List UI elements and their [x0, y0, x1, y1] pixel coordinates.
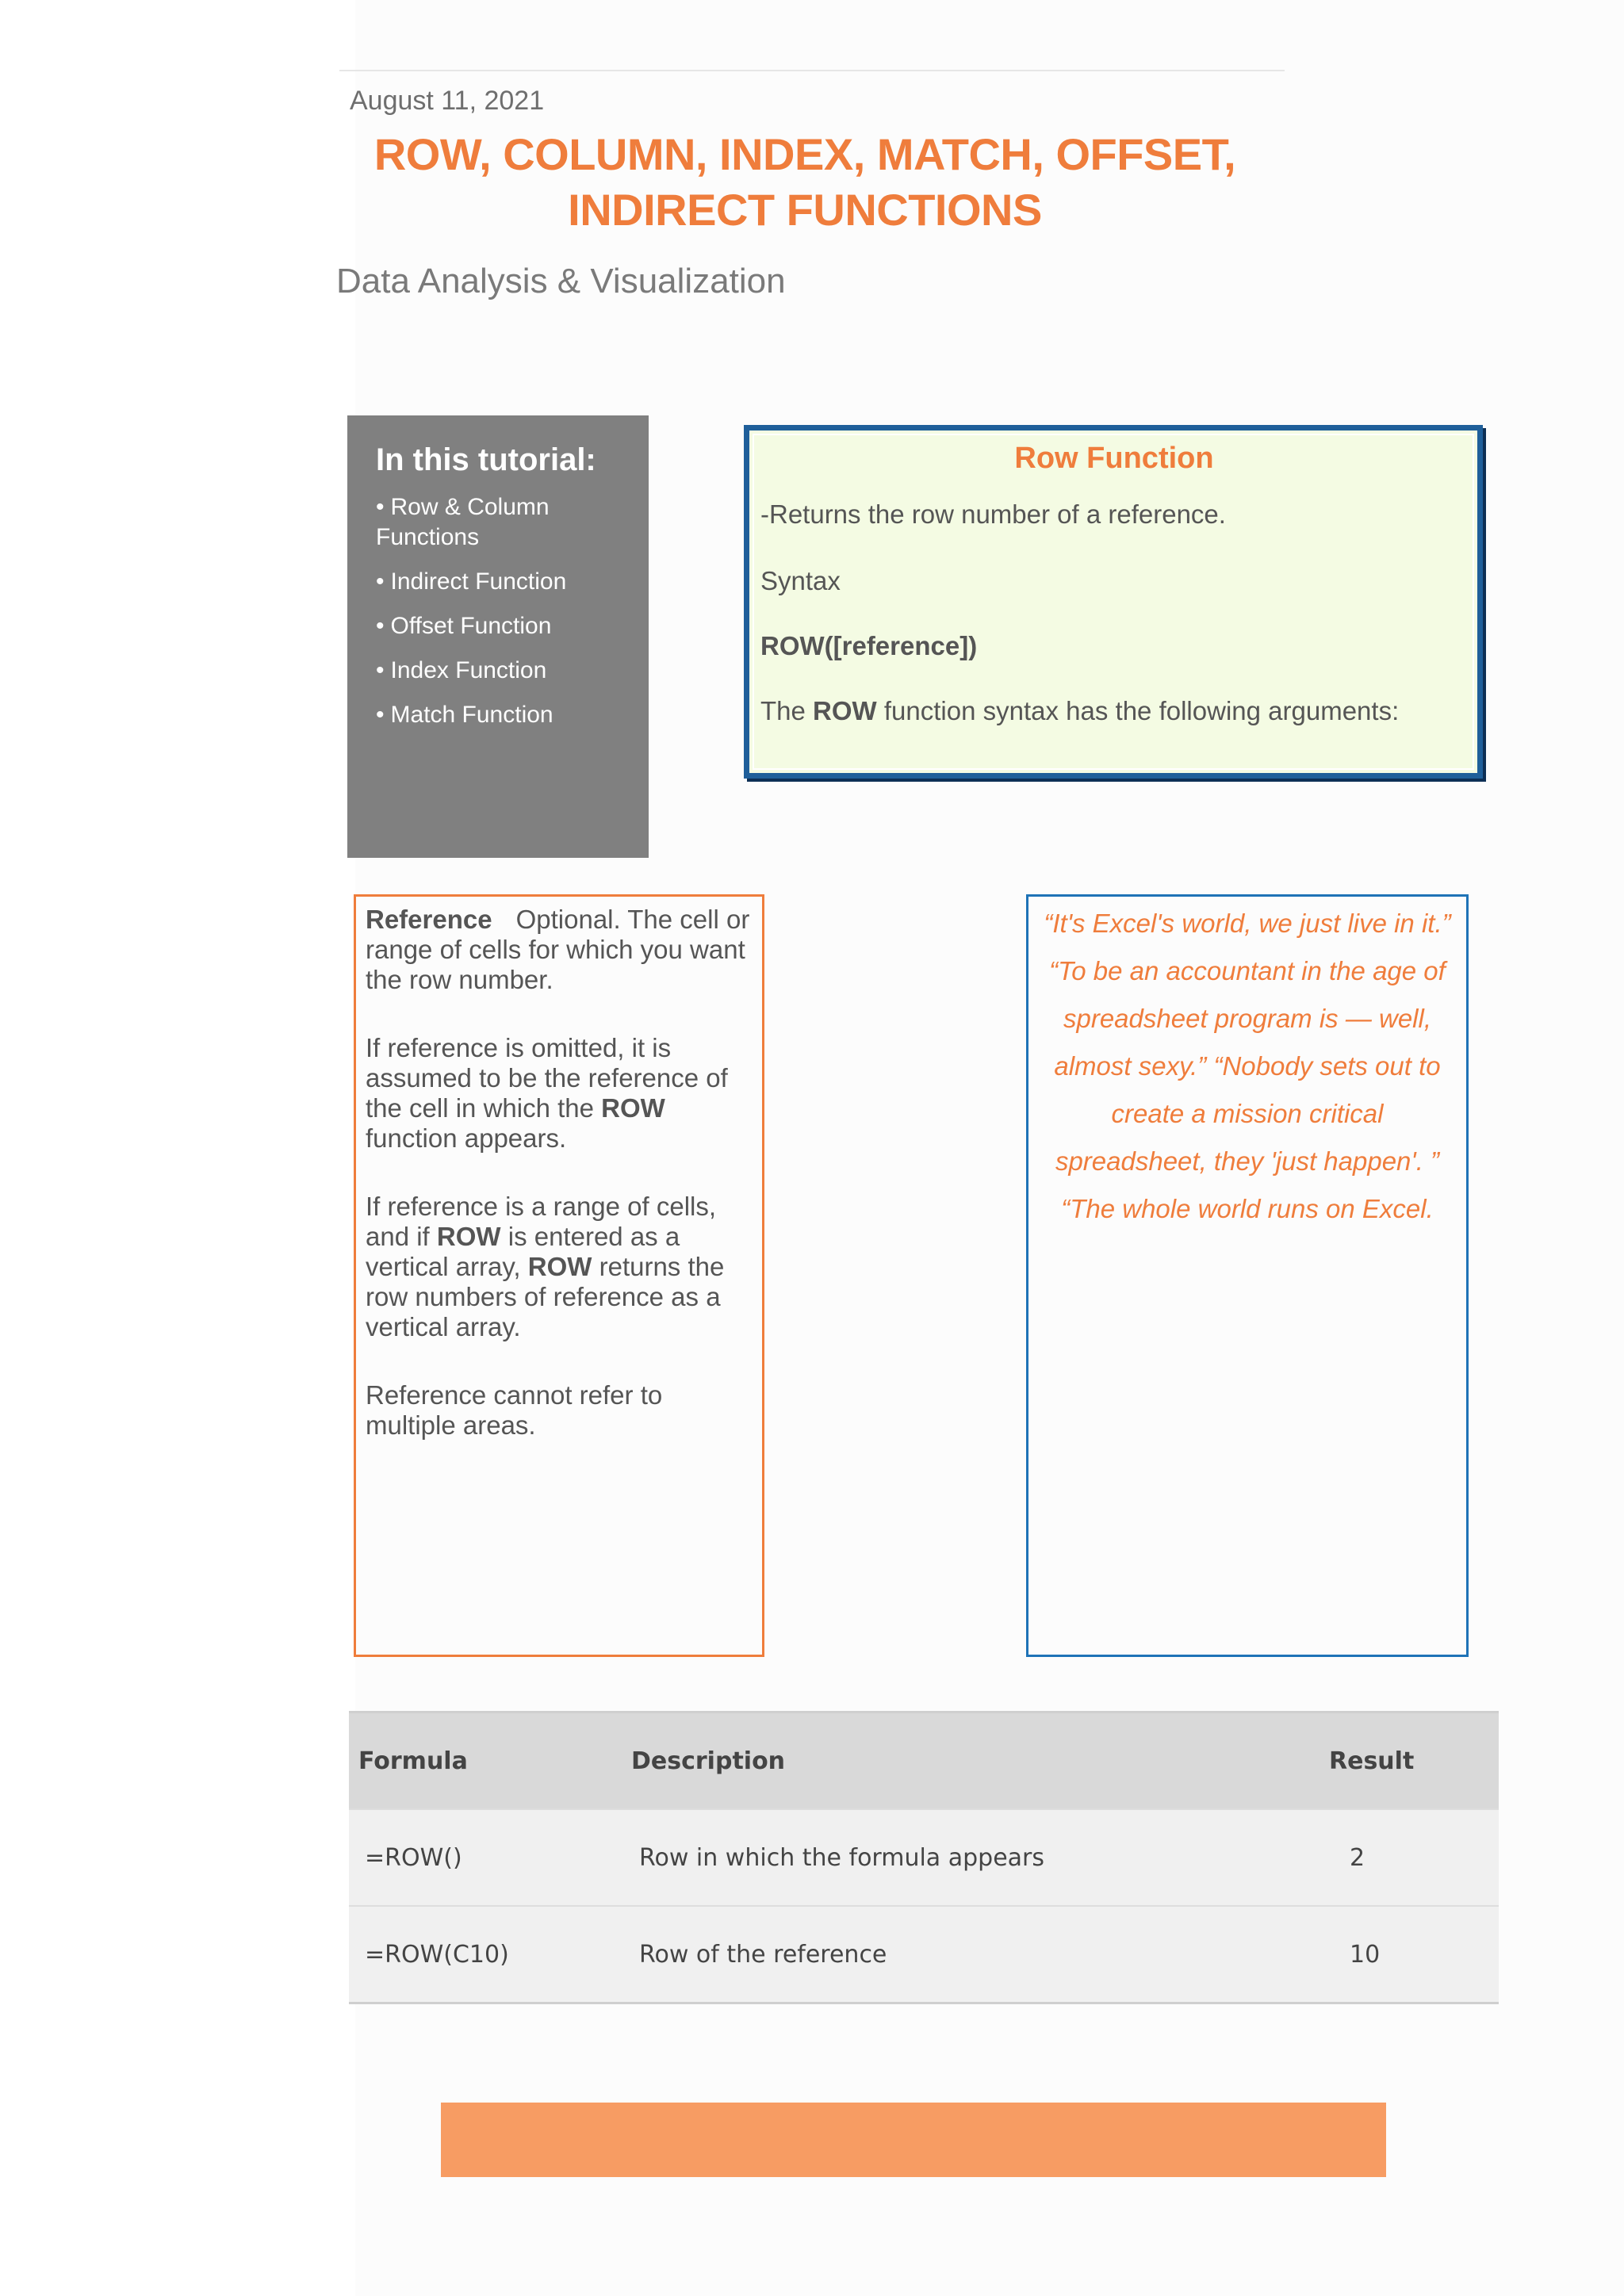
bullet-icon: • [376, 568, 385, 595]
tutorial-item-row-column[interactable] [376, 492, 620, 553]
tutorial-item-index[interactable] [376, 656, 620, 686]
page-title-line-1: ROW, COLUMN, INDEX, MATCH, OFFSET, [373, 129, 1236, 179]
row-function-title: Row Function [1014, 442, 1214, 475]
page-title-line-2: INDIRECT FUNCTIONS [568, 185, 1042, 235]
tutorial-item-label: Row & Column Functions [376, 494, 550, 550]
text-run-bold: ROW [601, 1093, 665, 1123]
text-run: Optional. The cell or range of cells for which you want the row number. [366, 905, 750, 994]
tutorial-heading: In this tutorial: [376, 442, 596, 477]
category-subtitle: Data Analysis & Visualization [336, 262, 786, 300]
text-run-bold: ROW [813, 696, 877, 725]
tutorial-list [376, 492, 620, 730]
table-row [349, 1808, 1499, 1905]
cell-formula: =ROW(C10) [365, 1940, 509, 1969]
cell-description: Row in which the formula appears [639, 1843, 1044, 1872]
row-function-syntax: ROW([reference]) [760, 631, 978, 660]
bullet-icon: • [376, 494, 385, 520]
tutorial-item-label: Match Function [390, 702, 553, 728]
text-run: function syntax has the following arguments: [876, 696, 1400, 725]
column-header-result: Result [1329, 1747, 1415, 1775]
reference-paragraph-1 [366, 905, 753, 995]
bullet-icon: • [376, 657, 385, 683]
row-function-arguments-intro [760, 696, 1468, 726]
table-row [349, 1905, 1499, 2004]
tutorial-item-match[interactable] [376, 700, 620, 730]
cell-result: 10 [1350, 1940, 1381, 1969]
tutorial-item-indirect[interactable] [376, 567, 620, 597]
table-header-row [349, 1711, 1499, 1808]
excel-quotes-box: “It's Excel's world, we just live in it.” “To be an accountant in the age of spreadsheet program is — well, almost sexy.” “Nobody sets out to create a mission critical spreadsheet, they 'just happen'. ” “The whole world runs on Excel. [1026, 894, 1469, 1657]
text-run-bold: ROW [436, 1222, 501, 1251]
footer-banner [441, 2103, 1386, 2177]
tutorial-item-offset[interactable] [376, 611, 620, 641]
cell-formula: =ROW() [365, 1843, 462, 1872]
bullet-icon: • [376, 613, 385, 639]
reference-paragraph-3 [366, 1192, 753, 1342]
tutorial-contents-panel [347, 415, 649, 858]
page-title [333, 127, 1277, 238]
bullet-icon: • [376, 702, 385, 728]
post-date: August 11, 2021 [350, 86, 545, 116]
reference-argument-box [354, 894, 764, 1657]
text-run: is entered as a vertical array, [366, 1222, 680, 1281]
text-run-bold: ROW [527, 1252, 592, 1281]
column-header-description: Description [631, 1747, 786, 1775]
row-function-description: -Returns the row number of a reference. [760, 499, 1226, 529]
cell-result: 2 [1350, 1843, 1365, 1872]
top-divider [339, 70, 1285, 71]
text-run: function appears. [366, 1123, 567, 1153]
row-function-syntax-label: Syntax [760, 566, 841, 595]
reference-paragraph-4: Reference cannot refer to multiple areas. [366, 1380, 663, 1440]
tutorial-item-label: Indirect Function [390, 568, 567, 595]
cell-description: Row of the reference [639, 1940, 887, 1969]
reference-label: Reference [366, 905, 492, 934]
text-run: If reference is omitted, it is assumed to be the reference of the cell in which the [366, 1033, 728, 1123]
row-function-box [744, 425, 1483, 779]
column-header-formula: Formula [358, 1747, 468, 1775]
text-run: If reference is a range of cells, and if [366, 1192, 717, 1251]
tutorial-item-label: Index Function [390, 657, 547, 683]
row-examples-table [349, 1711, 1499, 2004]
reference-paragraph-2 [366, 1033, 753, 1154]
text-run: The [760, 696, 814, 725]
text-run: returns the row numbers of reference as a vertical array. [366, 1252, 725, 1341]
tutorial-item-label: Offset Function [390, 613, 552, 639]
